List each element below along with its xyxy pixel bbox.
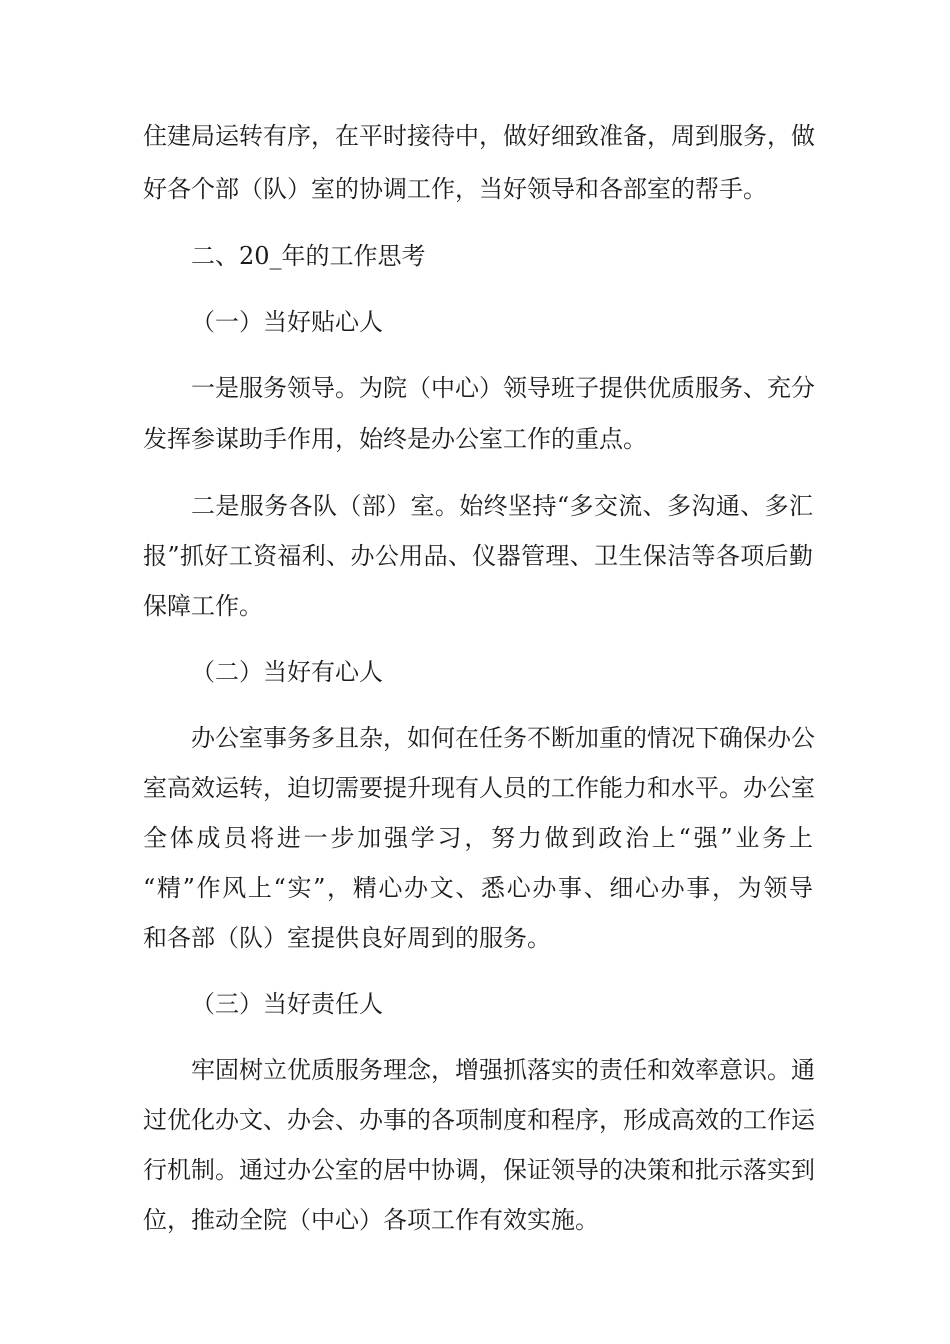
paragraph-line: 住建局运转有序，在平时接待中，做好细致准备，周到服务，做 [143,122,815,150]
paragraph-line: 室高效运转，迫切需要提升现有人员的工作能力和水平。办公室 [143,774,815,802]
section-heading: 二、20_年的工作思考 [191,242,426,270]
paragraph-line: 过优化办文、办会、办事的各项制度和程序，形成高效的工作运 [143,1106,815,1134]
paragraph-line: 保障工作。 [143,592,263,620]
subsection-heading: （一）当好贴心人 [191,308,383,336]
paragraph-line: 位，推动全院（中心）各项工作有效实施。 [143,1206,599,1234]
paragraph-line: 全体成员将进一步加强学习，努力做到政治上“强”业务上 [143,824,813,852]
paragraph-line: 行机制。通过办公室的居中协调，保证领导的决策和批示落实到 [143,1156,815,1184]
paragraph-line: 发挥参谋助手作用，始终是办公室工作的重点。 [143,425,647,453]
paragraph-line: “精”作风上“实”，精心办文、悉心办事、细心办事，为领导 [143,874,813,902]
subsection-heading: （二）当好有心人 [191,658,383,686]
paragraph-line: 报”抓好工资福利、办公用品、仪器管理、卫生保洁等各项后勤 [143,542,813,570]
paragraph-line: 和各部（队）室提供良好周到的服务。 [143,924,551,952]
paragraph-line: 一是服务领导。为院（中心）领导班子提供优质服务、充分 [191,374,815,402]
paragraph-line: 办公室事务多且杂，如何在任务不断加重的情况下确保办公 [191,724,815,752]
paragraph-line: 二是服务各队（部）室。始终坚持“多交流、多沟通、多汇 [191,492,813,520]
paragraph-line: 好各个部（队）室的协调工作，当好领导和各部室的帮手。 [143,175,767,203]
paragraph-line: 牢固树立优质服务理念，增强抓落实的责任和效率意识。通 [191,1056,815,1084]
subsection-heading: （三）当好责任人 [191,990,383,1018]
